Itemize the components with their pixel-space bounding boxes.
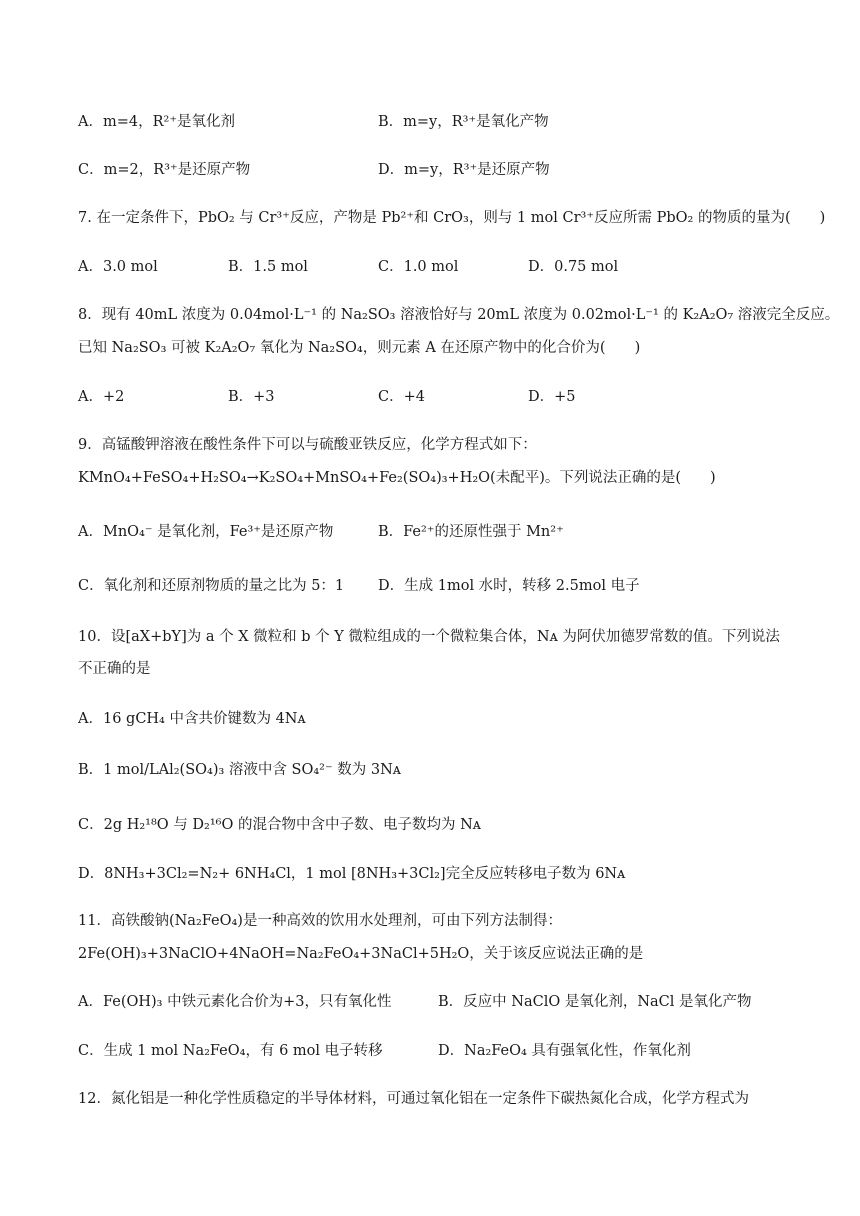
q9-option-c: C．氧化剂和还原剂物质的量之比为 5：1 — [78, 578, 345, 594]
q10-option-c: C．2g H₂¹⁸O 与 D₂¹⁶O 的混合物中含中子数、电子数均为 Nᴀ — [78, 817, 481, 833]
q6-option-c: C．m=2，R³⁺是还原产物 — [78, 162, 251, 178]
q6-option-b: B．m=y，R³⁺是氧化产物 — [378, 114, 549, 130]
q9-stem-line1: 9．高锰酸钾溶液在酸性条件下可以与硫酸亚铁反应，化学方程式如下： — [78, 437, 537, 453]
q11-option-d: D．Na₂FeO₄ 具有强氧化性，作氧化剂 — [438, 1043, 691, 1059]
q8-option-b: B．+3 — [228, 389, 275, 405]
q8-option-c: C．+4 — [378, 389, 425, 405]
q11-stem-line2: 2Fe(OH)₃+3NaClO+4NaOH=Na₂FeO₄+3NaCl+5H₂O，关于该反应说法正确的是 — [78, 946, 644, 962]
q7-option-d: D．0.75 mol — [528, 259, 619, 275]
q10-option-a: A．16 gCH₄ 中含共价键数为 4Nᴀ — [78, 711, 306, 727]
q8-stem-line2: 已知 Na₂SO₃ 可被 K₂A₂O₇ 氧化为 Na₂SO₄，则元素 A 在还原产物中的化合价为( ) — [78, 340, 641, 356]
q6-option-d: D．m=y，R³⁺是还原产物 — [378, 162, 550, 178]
q11-option-a: A．Fe(OH)₃ 中铁元素化合价为+3，只有氧化性 — [78, 994, 392, 1010]
q10-option-b: B．1 mol/LAl₂(SO₄)₃ 溶液中含 SO₄²⁻ 数为 3Nᴀ — [78, 762, 401, 778]
q8-option-a: A．+2 — [78, 389, 125, 405]
q8-stem-line1: 8．现有 40mL 浓度为 0.04mol·L⁻¹ 的 Na₂SO₃ 溶液恰好与 20mL 浓度为 0.02mol·L⁻¹ 的 K₂A₂O₇ 溶液完全反应。 — [78, 307, 840, 323]
q11-option-c: C．生成 1 mol Na₂FeO₄，有 6 mol 电子转移 — [78, 1043, 383, 1059]
q6-option-a: A．m=4，R²⁺是氧化剂 — [78, 114, 235, 130]
q11-stem-line1: 11．高铁酸钠(Na₂FeO₄)是一种高效的饮用水处理剂，可由下列方法制得： — [78, 913, 562, 929]
q7-option-b: B．1.5 mol — [228, 259, 308, 275]
q10-stem-line2: 不正确的是 — [78, 661, 151, 677]
q12-stem-line1: 12．氮化铝是一种化学性质稳定的半导体材料，可通过氧化铝在一定条件下碳热氮化合成，化学方程式为 — [78, 1091, 749, 1107]
q8-option-d: D．+5 — [528, 389, 576, 405]
q7-option-c: C．1.0 mol — [378, 259, 459, 275]
q9-stem-line2: KMnO₄+FeSO₄+H₂SO₄→K₂SO₄+MnSO₄+Fe₂(SO₄)₃+H₂O(未配平)。下列说法正确的是( ) — [78, 470, 716, 486]
q9-option-a: A．MnO₄⁻ 是氧化剂，Fe³⁺是还原产物 — [78, 524, 334, 540]
q10-stem-line1: 10．设[aX+bY]为 a 个 X 微粒和 b 个 Y 微粒组成的一个微粒集合体，Nᴀ 为阿伏加德罗常数的值。下列说法 — [78, 629, 780, 645]
q11-option-b: B．反应中 NaClO 是氧化剂，NaCl 是氧化产物 — [438, 994, 752, 1010]
q9-option-d: D．生成 1mol 水时，转移 2.5mol 电子 — [378, 578, 640, 594]
q10-option-d: D．8NH₃+3Cl₂=N₂+ 6NH₄Cl，1 mol [8NH₃+3Cl₂]完全反应转移电子数为 6Nᴀ — [78, 866, 626, 882]
q9-option-b: B．Fe²⁺的还原性强于 Mn²⁺ — [378, 524, 564, 540]
q7-stem: 7. 在一定条件下，PbO₂ 与 Cr³⁺反应，产物是 Pb²⁺和 CrO₃，则与 1 mol Cr³⁺反应所需 PbO₂ 的物质的量为( ) — [78, 210, 826, 226]
q7-option-a: A．3.0 mol — [78, 259, 158, 275]
